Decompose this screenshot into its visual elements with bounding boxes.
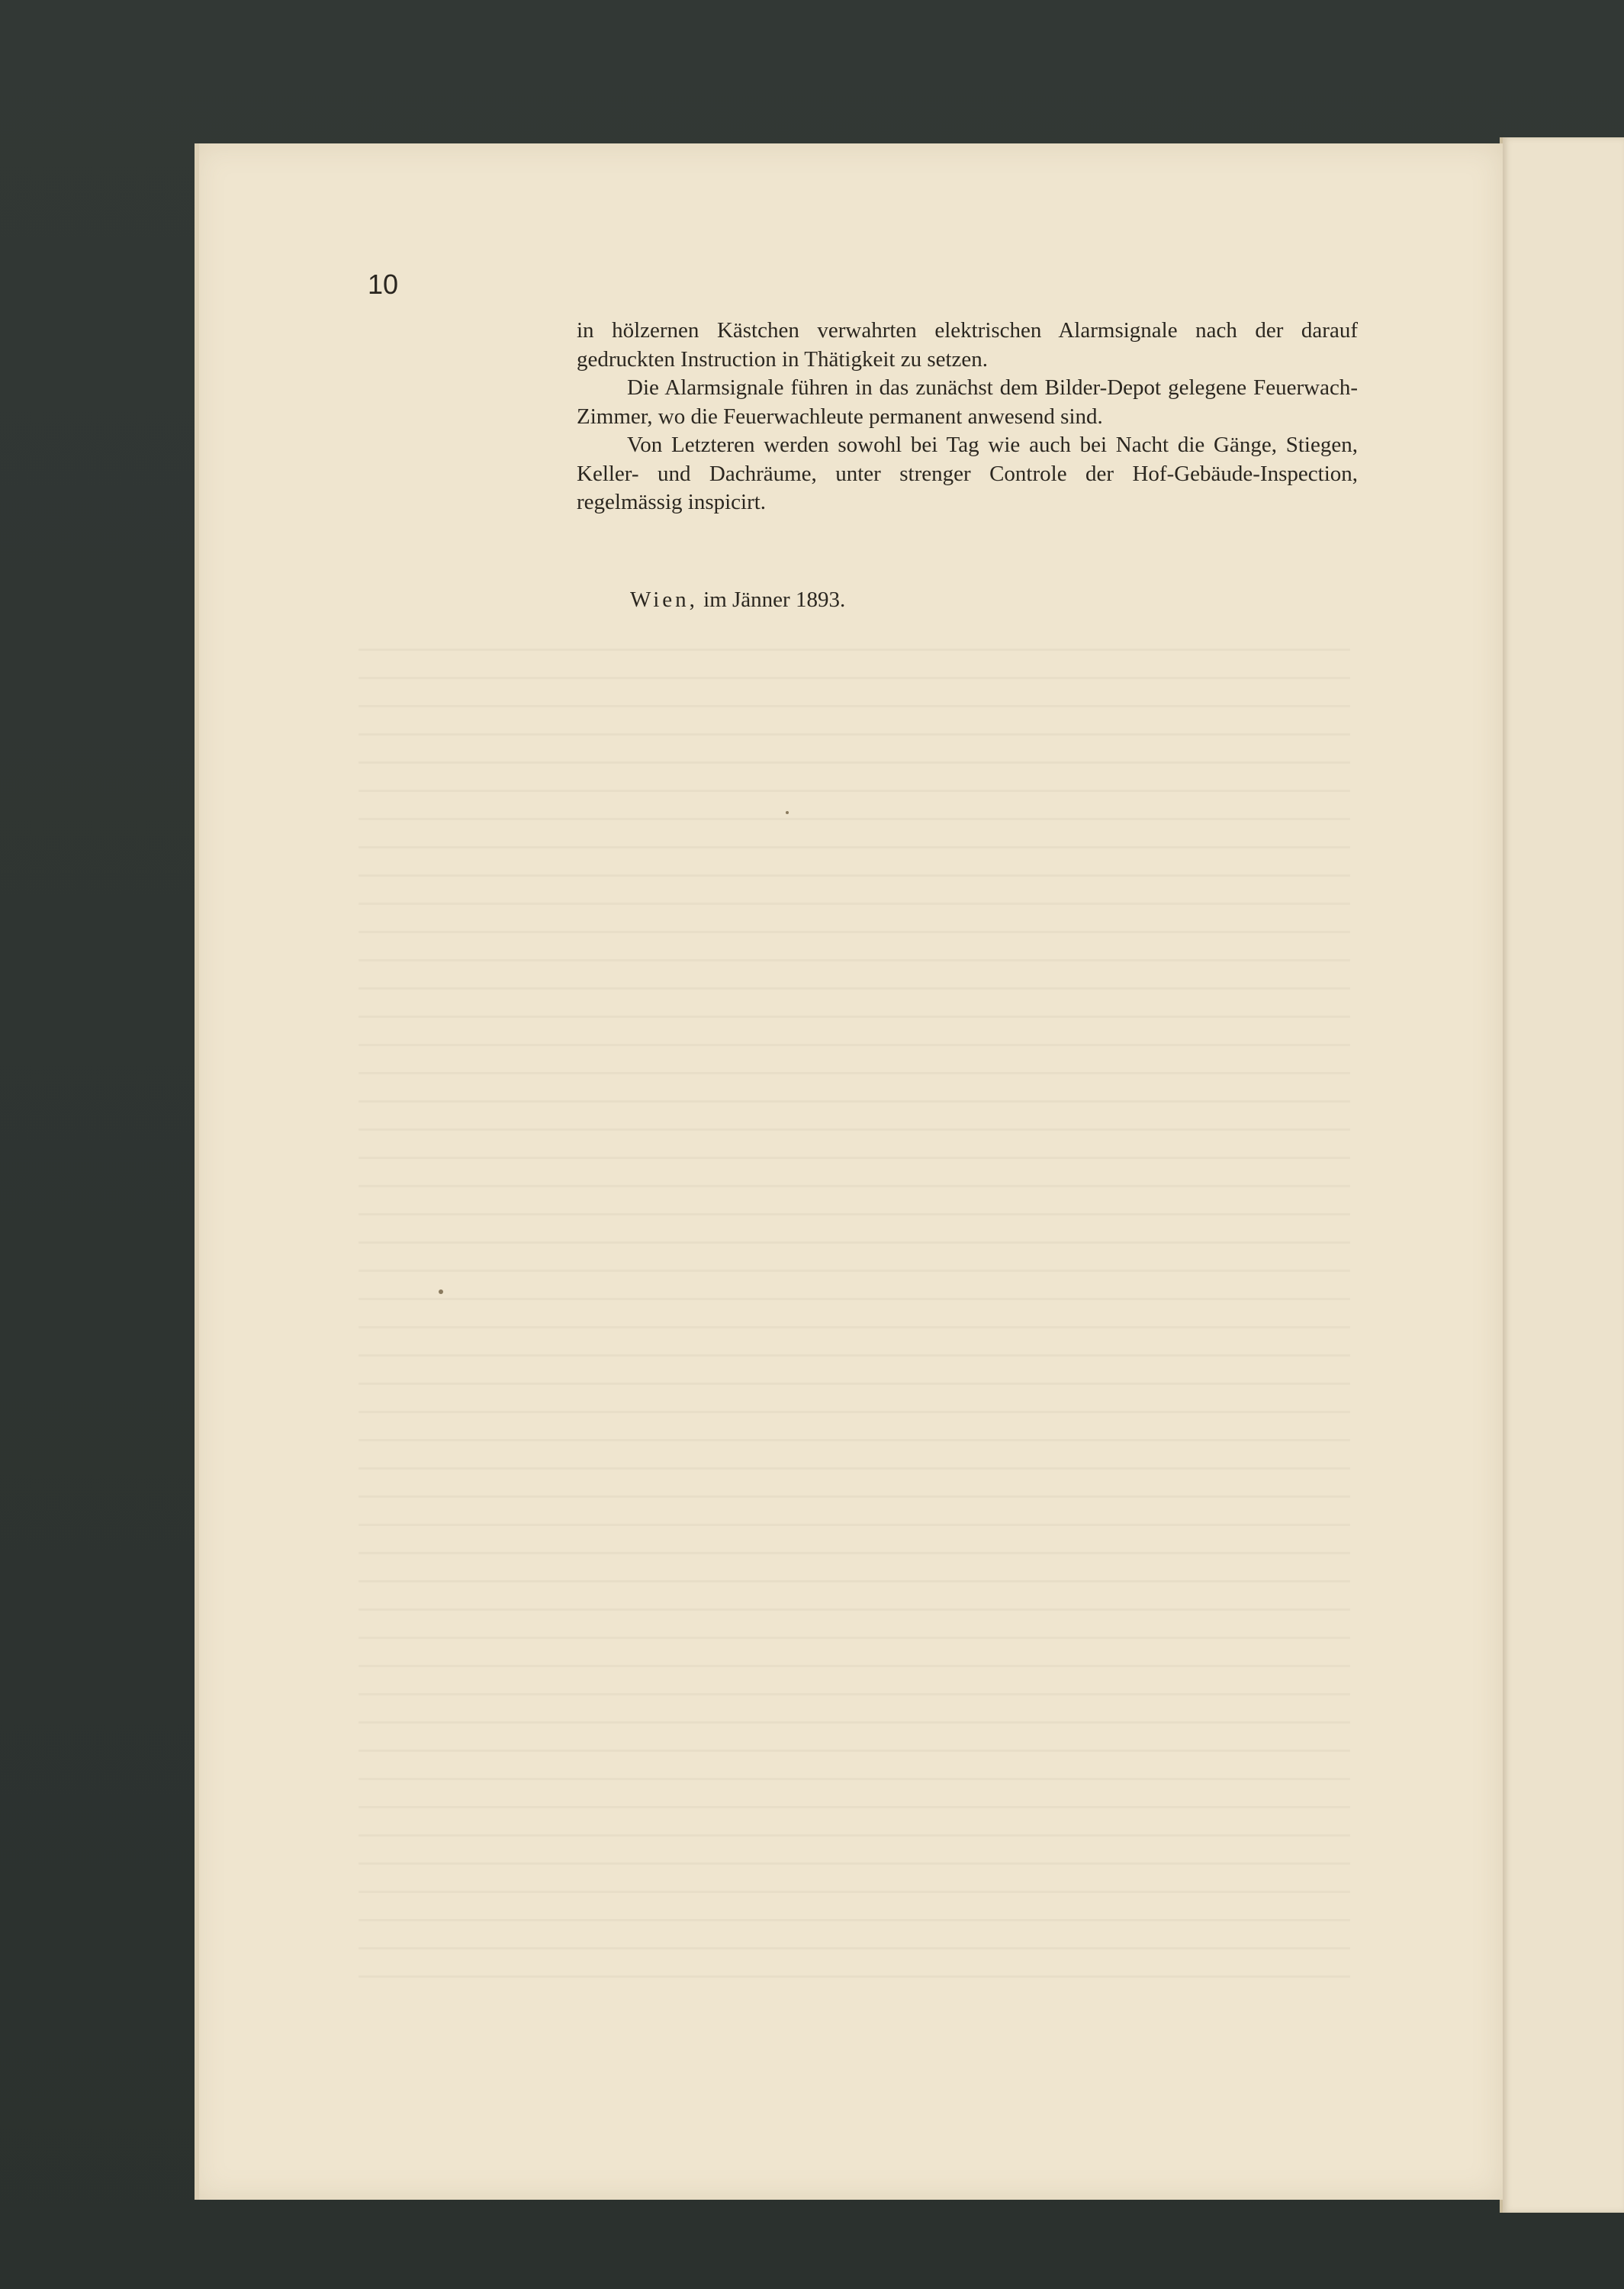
body-text	[577, 317, 1358, 517]
paper-speck	[439, 1289, 443, 1294]
place-date-line	[630, 588, 845, 613]
signoff-city: Wien,	[630, 588, 698, 612]
paragraph-continuation: in hölzernen Kästchen verwahrten elektrischen Alarmsignale nach der darauf gedruckten Instruction in Thätigkeit zu setzen.	[577, 318, 1358, 372]
paragraph-inspection: Von Letzteren werden sowohl bei Tag wie auch bei Nacht die Gänge, Stiegen, Keller- und Dachräume, unter strenger Controle der Hof-Gebäude-Inspection, regelmässig inspicirt.	[577, 433, 1358, 514]
facing-page-edge	[1503, 137, 1624, 2213]
page-number: 10	[368, 269, 399, 300]
paragraph-alarm-signals: Die Alarmsignale führen in das zunächst dem Bilder-Depot gelegene Feuerwach-Zimmer, wo die Feuerwachleute permanent anwesend sind.	[577, 375, 1358, 429]
page-edge	[195, 143, 199, 2200]
show-through-text	[359, 649, 1350, 1984]
paper-speck	[786, 811, 789, 814]
signoff-date: im Jänner 1893.	[703, 588, 846, 612]
